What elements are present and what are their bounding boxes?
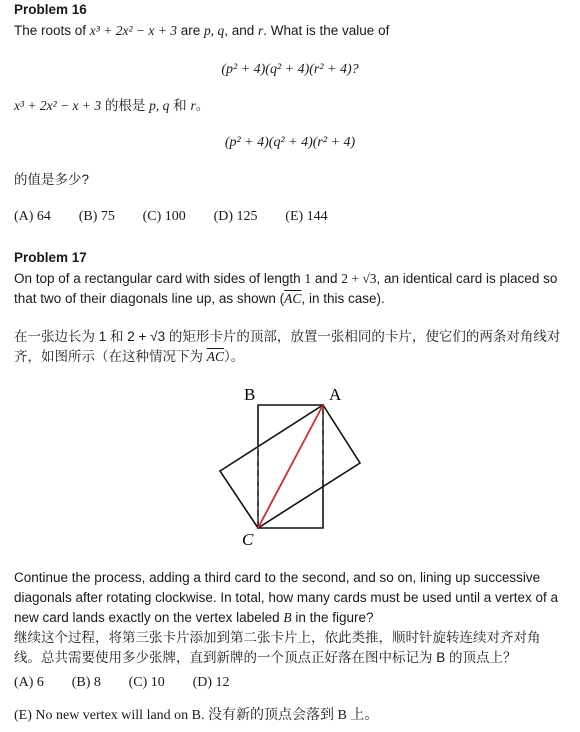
vertex-label-a: A: [329, 385, 342, 404]
problem-16-choices: [14, 208, 566, 225]
cards-figure: [0, 380, 580, 550]
choice-c[interactable]: (C) 100: [142, 209, 186, 224]
problem-16-statement: [14, 21, 566, 41]
statement-text-cn: ）。: [224, 349, 245, 364]
vertex-label-b: B: [244, 385, 256, 404]
choice-e[interactable]: (E) No new vertex will land on B. 没有新的顶点会落到 B 上。: [14, 708, 379, 723]
problem-16-title: Problem 16: [14, 2, 87, 17]
polynomial-cn: x³ + 2x² − x + 3: [14, 98, 102, 113]
side-length-2: 2 + √3: [341, 271, 377, 286]
choice-c[interactable]: (C) 10: [128, 675, 165, 690]
problem-17-choices: [14, 674, 566, 691]
choice-d[interactable]: (D) 12: [192, 675, 230, 690]
polynomial: x³ + 2x² − x + 3: [89, 23, 177, 38]
statement-text: On top of a rectangular card with sides of length: [14, 271, 305, 286]
choice-a[interactable]: (A) 6: [14, 675, 44, 690]
statement-text: Continue the process, adding a third card to the second, and so on, lining up successive diagonals after rotating clockwise. In total, how many cards must be used until a vertex of a new card lands exactly on the vertex labeled: [14, 570, 559, 625]
root-r: r: [258, 23, 264, 38]
statement-text: in the figure?: [291, 610, 374, 625]
statement-text: The roots of: [14, 23, 90, 38]
roots-cn: p, q: [149, 98, 170, 113]
question-cn: 的值是多少?: [14, 172, 90, 187]
choice-b[interactable]: (B) 75: [78, 209, 115, 224]
choice-e[interactable]: (E) 144: [285, 209, 328, 224]
problem-17-continuation: [14, 568, 566, 628]
problem-17-statement-cn: [14, 327, 566, 367]
statement-text: are: [176, 23, 204, 38]
problem-16-statement-cn: [14, 96, 566, 116]
statement-text-cn: 和: [169, 98, 191, 113]
side-length-1: 1: [304, 271, 312, 286]
diagonal-ac: $\overline{AC}$: [284, 291, 302, 306]
choice-b[interactable]: (B) 8: [71, 675, 101, 690]
diagonal-line-ac: [258, 405, 323, 528]
statement-text-cn: 。: [195, 98, 210, 113]
diagonal-ac-cn: $\overline{AC}$: [206, 349, 225, 364]
choice-d[interactable]: (D) 125: [213, 209, 258, 224]
statement-text: , and: [224, 23, 258, 38]
expression-question: (p² + 4)(q² + 4)(r² + 4)?: [221, 62, 359, 77]
problem-17-continuation-cn: 继续这个过程，将第三张卡片添加到第二张卡片上，依此类推，顺时针旋转连续对齐对角线。总共需要使用多少张牌，直到新牌的一个顶点正好落在图中标记为 B 的顶点上？: [14, 630, 541, 665]
problem-17-title: Problem 17: [14, 250, 87, 265]
vertex-label-c: C: [242, 530, 254, 549]
statement-text: and: [311, 271, 342, 286]
root-r-cn: r: [190, 98, 196, 113]
roots: p, q: [203, 23, 225, 38]
statement-text: , in this case).: [301, 291, 385, 306]
statement-text: , an identical card is placed so that two of their diagonals line up, as shown (: [14, 271, 558, 306]
problem-17-statement: [14, 269, 566, 309]
statement-text: . What is the value of: [263, 23, 390, 38]
statement-text-cn: 在一张边长为 1 和 2 + √3 的矩形卡片的顶部，放置一张相同的卡片，使它们的两条对角线对齐，如图所示（在这种情况下为: [14, 329, 561, 364]
statement-text-cn: 的根是: [101, 98, 150, 113]
expression-cn: (p² + 4)(q² + 4)(r² + 4): [224, 135, 356, 150]
choice-a[interactable]: (A) 64: [14, 209, 51, 224]
vertex-b-ref: B: [283, 610, 292, 625]
